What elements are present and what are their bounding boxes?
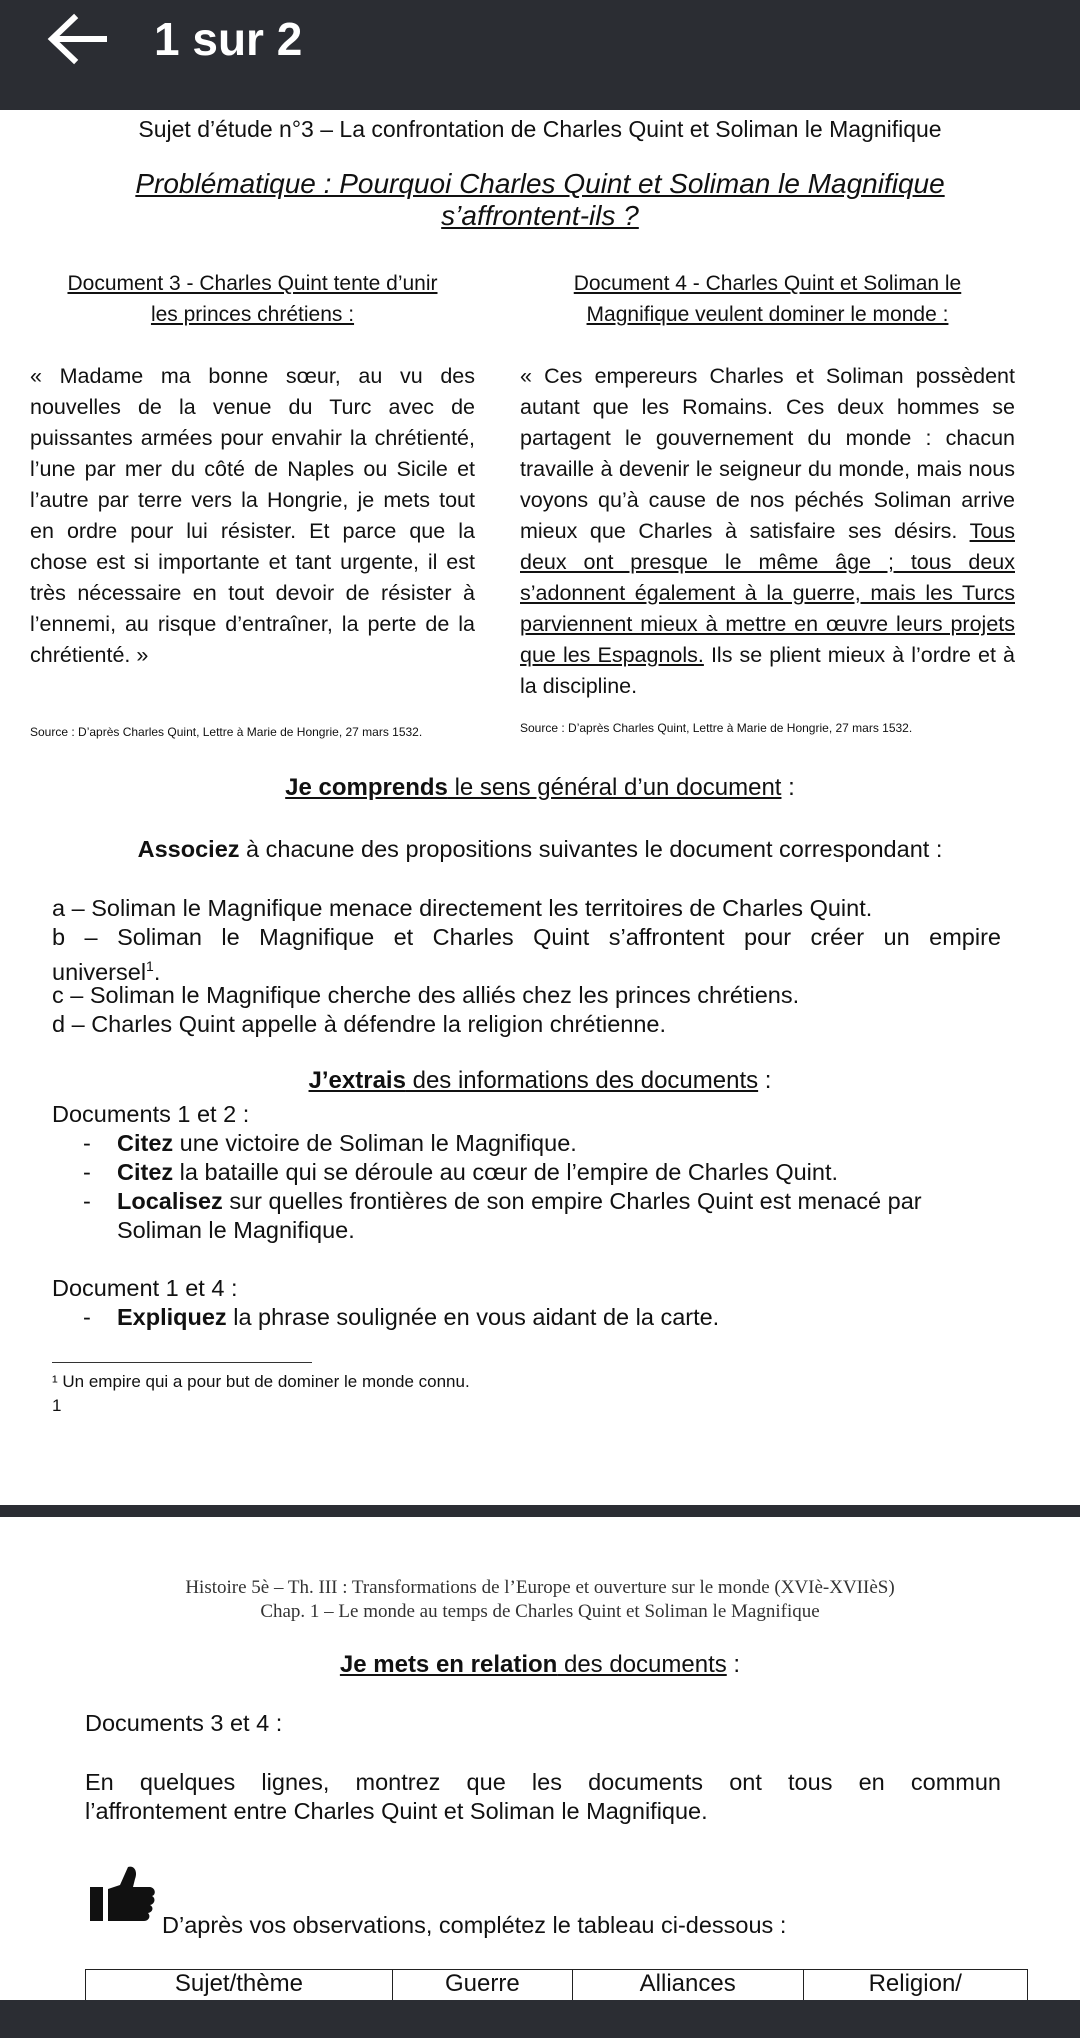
bullet-text: la phrase soulignée en vous aidant de la carte.	[226, 1304, 720, 1330]
footnote-separator	[52, 1362, 312, 1363]
bullet-citez-victoire	[83, 1129, 1001, 1158]
doc4-text-end: Ils se plient mieux à l’ordre et à la discipline.	[520, 643, 1015, 698]
doc3-heading-line2: les princes chrétiens :	[150, 303, 355, 326]
bullet-text: la bataille qui se déroule au cœur de l’empire de Charles Quint.	[173, 1159, 839, 1185]
bullet-dash: -	[83, 1188, 91, 1214]
table-header-cell: Sujet/thème	[86, 1970, 393, 2001]
page-divider	[0, 1505, 1080, 1517]
section-je-mets-en-relation	[0, 1651, 1080, 1679]
footnote: ¹ Un empire qui a pour but de dominer le monde connu.	[52, 1372, 470, 1391]
bullet-localisez	[83, 1187, 1001, 1245]
doc4-heading-line1: Document 4 - Charles Quint et Soliman le	[573, 272, 962, 295]
associez-rest: à chacune des propositions suivantes le document correspondant :	[239, 836, 943, 862]
table-intro: D’après vos observations, complétez le tableau ci-dessous :	[162, 1912, 787, 1938]
page-title: Sujet d’étude n°3 – La confrontation de Charles Quint et Soliman le Magnifique	[138, 116, 942, 142]
bullet-text: sur quelles frontières de son empire Charles Quint est menacé par Soliman le Magnifique.	[117, 1188, 922, 1243]
problematique-line1: Problématique : Pourquoi Charles Quint et Soliman le Magnifique	[135, 168, 945, 199]
doc4-heading-line2: Magnifique veulent dominer le monde :	[586, 303, 949, 326]
proposition-c: c – Soliman le Magnifique cherche des alliés chez les princes chrétiens.	[52, 982, 800, 1008]
instruction-line2: l’affrontement entre Charles Quint et Soliman le Magnifique.	[85, 1798, 708, 1824]
doc4-source: Source : D’après Charles Quint, Lettre à Marie de Hongrie, 27 mars 1532.	[520, 721, 913, 735]
doc3-heading-line1: Document 3 - Charles Quint tente d’unir	[67, 272, 438, 295]
bullet-verb: Citez	[117, 1130, 174, 1156]
bullet-expliquez	[83, 1303, 1001, 1332]
section2-bold: J’extrais	[308, 1067, 406, 1094]
section1-rest: le sens général d’un document	[447, 774, 782, 801]
proposition-a: a – Soliman le Magnifique menace directement les territoires de Charles Quint.	[52, 895, 873, 921]
docs34-label: Documents 3 et 4 :	[85, 1710, 283, 1736]
doc4-text-plain: « Ces empereurs Charles et Soliman possèdent autant que les Romains. Ces deux hommes se partagent le gouvernement du monde : chacun travaille à devenir le seigneur du monde, mais nous voyons qu’à cause de nos péchés Soliman arrive mieux que Charles à satisfaire ses désirs.	[520, 364, 1015, 543]
docs12-label: Documents 1 et 2 :	[52, 1101, 250, 1127]
table-header-row	[86, 1970, 1028, 2001]
doc3-source: Source : D’après Charles Quint, Lettre à Marie de Hongrie, 27 mars 1532.	[30, 725, 423, 739]
section1-colon: :	[781, 774, 795, 801]
section1-bold: Je comprends	[285, 774, 448, 801]
section3-rest: des documents	[557, 1651, 727, 1678]
problematique-line2: s’affrontent-ils ?	[441, 200, 639, 231]
footnote-ref: 1	[146, 958, 154, 974]
bullet-dash: -	[83, 1159, 91, 1185]
section3-colon: :	[726, 1651, 741, 1678]
table-header-cell: Guerre	[392, 1970, 572, 2001]
table-header-cell: Alliances	[572, 1970, 803, 2001]
section-je-comprends	[0, 774, 1080, 802]
doc4-heading	[520, 268, 1015, 330]
table-header-cell: Religion/	[803, 1970, 1027, 2001]
proposition-d: d – Charles Quint appelle à défendre la religion chrétienne.	[52, 1011, 667, 1037]
proposition-b-end: .	[153, 958, 161, 985]
page-number: 1	[52, 1396, 62, 1415]
page2-header-line1: Histoire 5è – Th. III : Transformations de l’Europe et ouverture sur le monde (XVIè-XVIIèS)	[185, 1577, 895, 1598]
associez-instruction	[0, 835, 1080, 864]
bullet-verb: Expliquez	[117, 1304, 227, 1330]
document-page-2[interactable]	[0, 1517, 1080, 2000]
thumbs-up-icon	[90, 1865, 156, 1923]
viewer-bottom-bar	[0, 2000, 1080, 2038]
doc4-text-underlined: Tous deux ont presque le même âge ; tous deux s’adonnent également à la guerre, mais les Turcs parviennent mieux à mettre en œuvre leurs projets que les Espagnols.	[520, 519, 1015, 667]
bullet-verb: Citez	[117, 1159, 174, 1185]
proposition-b-line1: b – Soliman le Magnifique et Charles Quint s’affrontent pour créer un empire	[52, 924, 1001, 950]
doc4-text	[520, 361, 1015, 702]
bullet-verb: Localisez	[117, 1188, 223, 1214]
bullet-dash: -	[83, 1304, 91, 1330]
back-button[interactable]	[44, 10, 110, 68]
doc3-text: « Madame ma bonne sœur, au vu des nouvelles de la venue du Turc avec de puissantes armées pour envahir la chrétienté, l’une par mer du côté de Naples ou Sicile et l’autre par terre vers la Hongrie, je mets tout en ordre pour lui résister. Et parce que la chose est si importante et tant urgente, il est très nécessaire en tout devoir de résister à l’ennemi, au risque d’entraîner, la perte de la chrétienté. »	[30, 364, 475, 667]
section3-bold: Je mets en relation	[339, 1651, 558, 1678]
associez-bold: Associez	[137, 836, 240, 862]
section2-rest: des informations des documents	[405, 1067, 759, 1094]
proposition-b-text: universel	[52, 958, 147, 985]
instruction-line1: En quelques lignes, montrez que les documents ont tous en commun	[85, 1769, 1001, 1795]
document-page-1[interactable]	[0, 110, 1080, 1505]
bullet-citez-bataille	[83, 1158, 1001, 1187]
arrow-left-icon	[44, 10, 110, 68]
viewer-toolbar	[0, 0, 1080, 110]
docs14-label: Document 1 et 4 :	[52, 1275, 238, 1301]
section-j-extrais	[0, 1067, 1080, 1095]
doc3-heading	[30, 268, 475, 330]
bullet-dash: -	[83, 1130, 91, 1156]
problematique	[0, 168, 1080, 232]
observation-table	[85, 1969, 1028, 2000]
bullet-text: une victoire de Soliman le Magnifique.	[173, 1130, 577, 1156]
page-indicator: 1 sur 2	[154, 13, 303, 65]
section2-colon: :	[758, 1067, 772, 1094]
page2-header-line2: Chap. 1 – Le monde au temps de Charles Quint et Soliman le Magnifique	[260, 1601, 820, 1622]
